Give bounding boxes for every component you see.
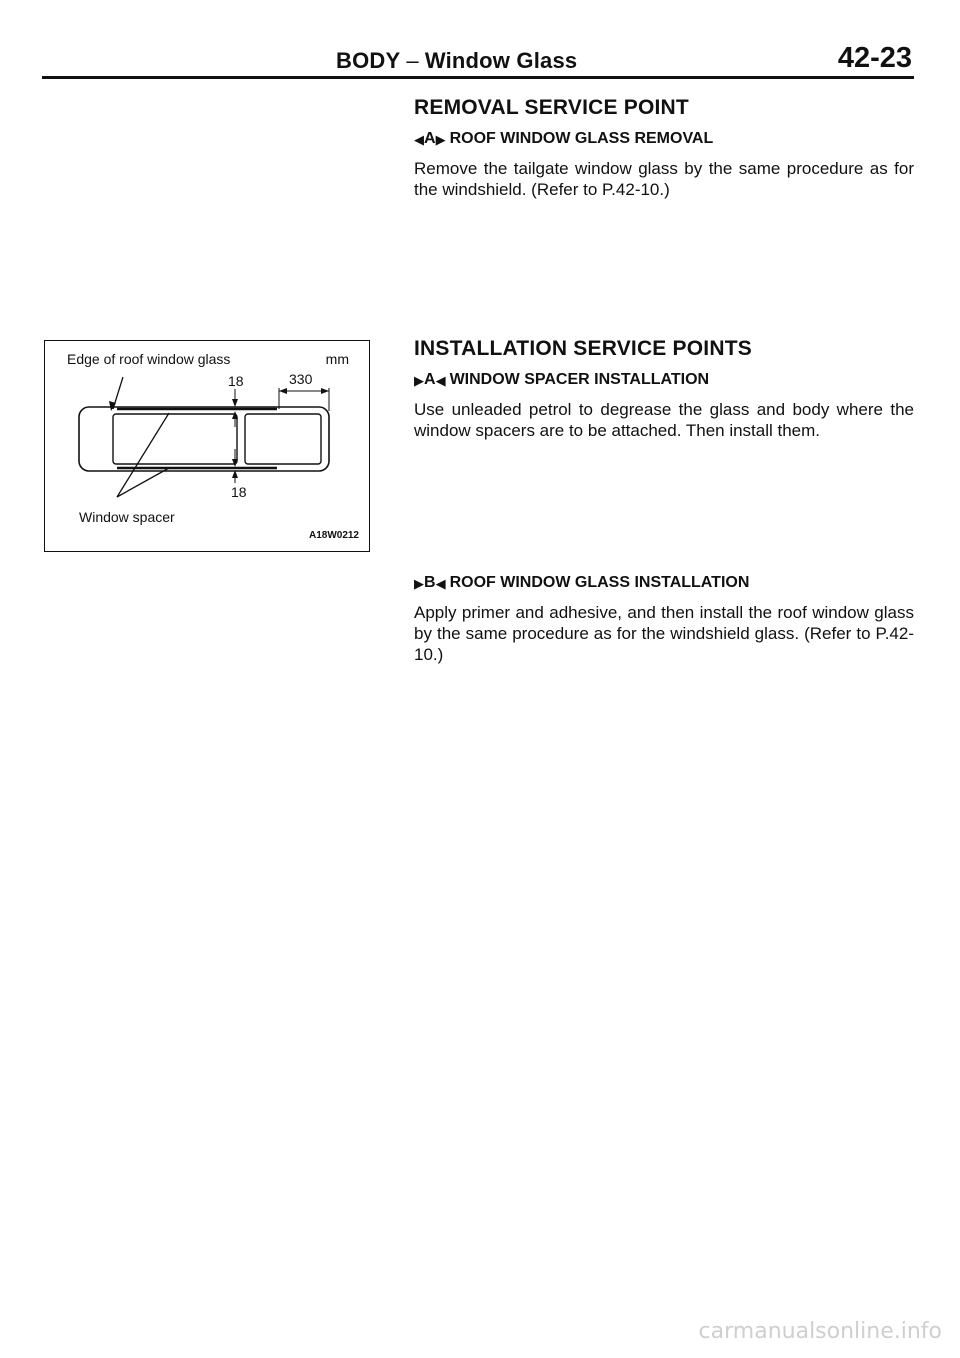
spacer-leader-line-2 xyxy=(117,468,169,497)
header-dash: – xyxy=(406,48,419,73)
removal-section xyxy=(414,96,914,200)
page-header-title xyxy=(336,48,577,74)
glass-pane-left xyxy=(113,414,237,464)
figure-label-edge: Edge of roof window glass xyxy=(67,351,231,367)
figure-dim-top: 18 xyxy=(228,373,244,389)
installation-item-a-title: WINDOW SPACER INSTALLATION xyxy=(449,371,710,388)
page-number: 42-23 xyxy=(837,42,912,74)
removal-body: Remove the tailgate window glass by the same procedure as for the windshield. (Refer to P.42-10.) xyxy=(414,159,914,199)
service-code-marker xyxy=(414,574,446,592)
header-rule xyxy=(42,76,914,79)
watermark: carmanualsonline.info xyxy=(698,1319,942,1344)
right-triangle-icon: ▶ xyxy=(414,575,424,591)
removal-heading: REMOVAL SERVICE POINT xyxy=(414,96,689,119)
spacer-leader-line-1 xyxy=(117,413,169,497)
header-section: BODY xyxy=(336,48,401,73)
left-triangle-icon: ◀ xyxy=(435,372,446,388)
installation-section xyxy=(414,337,914,441)
left-triangle-icon: ◀ xyxy=(414,131,424,147)
right-triangle-icon: ▶ xyxy=(414,372,424,388)
removal-item-heading xyxy=(414,130,914,148)
installation-item-a-body: Use unleaded petrol to degrease the glass and body where the window spacers are to be attached. Then install them. xyxy=(414,400,914,440)
figure-label-spacer: Window spacer xyxy=(79,509,175,525)
installation-item-b-title: ROOF WINDOW GLASS INSTALLATION xyxy=(449,574,750,591)
dim-width-arrow-right-icon xyxy=(321,388,329,394)
dim-width-arrow-left-icon xyxy=(279,388,287,394)
header-topic: Window Glass xyxy=(424,48,578,73)
installation-item-b-body: Apply primer and adhesive, and then install the roof window glass by the same procedure as for the windshield glass. (Refer to P.42-10.) xyxy=(414,603,914,664)
installation-heading: INSTALLATION SERVICE POINTS xyxy=(414,337,752,360)
service-code-marker xyxy=(414,371,446,389)
installation-item-b xyxy=(414,574,914,665)
glass-pane-right xyxy=(245,414,321,464)
roof-glass-outline xyxy=(79,407,329,471)
figure-dim-width: 330 xyxy=(289,371,313,387)
dim-top-arrow-icon xyxy=(232,399,238,407)
service-code-letter: A xyxy=(424,130,436,147)
service-code-letter: A xyxy=(424,371,436,388)
installation-item-b-heading xyxy=(414,574,914,592)
figure-code: A18W0212 xyxy=(308,530,359,541)
installation-item-a-heading xyxy=(414,371,914,389)
right-triangle-icon: ▶ xyxy=(435,131,446,147)
window-spacer-figure xyxy=(44,340,370,552)
service-code-marker xyxy=(414,130,446,148)
service-code-letter: B xyxy=(424,574,436,591)
left-triangle-icon: ◀ xyxy=(435,575,446,591)
removal-item-title: ROOF WINDOW GLASS REMOVAL xyxy=(449,130,714,147)
figure-dim-bottom: 18 xyxy=(231,484,247,500)
figure-unit: mm xyxy=(325,351,349,367)
